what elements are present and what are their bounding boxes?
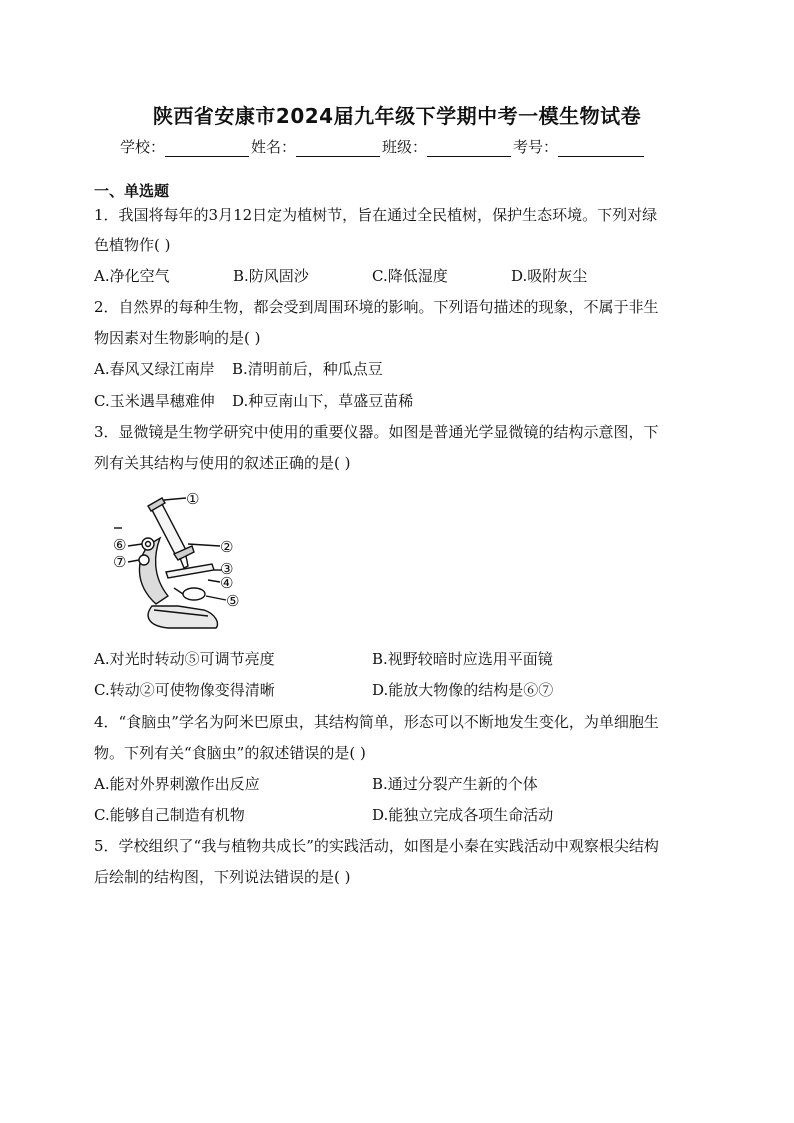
q2-option-b[interactable]: B.清明前后，种瓜点豆 bbox=[232, 360, 383, 378]
q3-option-c[interactable]: C.转动②可使物像变得清晰 bbox=[94, 681, 275, 699]
page-title: 陕西省安康市2024届九年级下学期中考一模生物试卷 bbox=[152, 104, 642, 128]
q1-option-c[interactable]: C.降低湿度 bbox=[372, 267, 448, 285]
question-3-line-1: 3．显微镜是生物学研究中使用的重要仪器。如图是普通光学显微镜的结构示意图，下 bbox=[94, 423, 659, 441]
student-info bbox=[120, 136, 646, 157]
figure-label-1: ① bbox=[186, 490, 200, 508]
q3-option-d[interactable]: D.能放大物像的结构是⑥⑦ bbox=[372, 681, 554, 699]
q4-option-c[interactable]: C.能够自己制造有机物 bbox=[94, 806, 245, 824]
school-blank[interactable] bbox=[165, 140, 249, 157]
figure-label-4: ④ bbox=[220, 574, 234, 592]
question-5-line-2: 后绘制的结构图，下列说法错误的是( ) bbox=[94, 868, 351, 886]
question-5-line-1: 5．学校组织了“我与植物共成长”的实践活动，如图是小秦在实践活动中观察根尖结构 bbox=[94, 837, 659, 855]
q2-option-c[interactable]: C.玉米遇旱穗难伸 bbox=[94, 392, 215, 410]
question-2-line-2: 物因素对生物影响的是( ) bbox=[94, 329, 261, 347]
figure-label-3: ③ bbox=[220, 560, 234, 578]
q2-option-a[interactable]: A.春风又绿江南岸 bbox=[94, 360, 215, 378]
figure-label-5: ⑤ bbox=[226, 592, 240, 610]
name-label: 姓名： bbox=[251, 138, 297, 156]
q2-option-d[interactable]: D.种豆南山下，草盛豆苗稀 bbox=[232, 392, 414, 410]
figure-label-2: ② bbox=[220, 538, 234, 556]
name-blank[interactable] bbox=[296, 140, 380, 157]
question-4-line-2: 物。下列有关“食脑虫”的叙述错误的是( ) bbox=[94, 744, 366, 762]
q3-option-b[interactable]: B.视野较暗时应选用平面镜 bbox=[372, 650, 553, 668]
q4-option-b[interactable]: B.通过分裂产生新的个体 bbox=[372, 775, 538, 793]
q4-option-a[interactable]: A.能对外界刺激作出反应 bbox=[94, 775, 260, 793]
question-1-line-1: 1．我国将每年的3月12日定为植树节，旨在通过全民植树，保护生态环境。下列对绿 bbox=[94, 206, 658, 224]
class-label: 班级： bbox=[382, 138, 428, 156]
question-4-line-1: 4．“食脑虫”学名为阿米巴原虫，其结构简单，形态可以不断地发生变化，为单细胞生 bbox=[94, 713, 659, 731]
figure-label-6: ⑥ bbox=[113, 536, 127, 554]
q3-option-a[interactable]: A.对光时转动⑤可调节亮度 bbox=[94, 650, 275, 668]
question-3-line-2: 列有关其结构与使用的叙述正确的是( ) bbox=[94, 454, 351, 472]
exam-no-blank[interactable] bbox=[558, 140, 644, 157]
q1-option-d[interactable]: D.吸附灰尘 bbox=[511, 267, 588, 285]
class-blank[interactable] bbox=[427, 140, 511, 157]
microscope-figure bbox=[108, 488, 268, 636]
figure-label-7: ⑦ bbox=[113, 553, 127, 571]
question-2-line-1: 2．自然界的每种生物，都会受到周围环境的影响。下列语句描述的现象，不属于非生 bbox=[94, 298, 659, 316]
question-1-line-2: 色植物作( ) bbox=[94, 236, 171, 254]
section-title: 一、单选题 bbox=[94, 182, 170, 200]
q4-option-d[interactable]: D.能独立完成各项生命活动 bbox=[372, 806, 554, 824]
school-label: 学校： bbox=[120, 138, 166, 156]
q1-option-a[interactable]: A.净化空气 bbox=[94, 267, 170, 285]
exam-no-label: 考号： bbox=[513, 138, 559, 156]
q1-option-b[interactable]: B.防风固沙 bbox=[233, 267, 309, 285]
